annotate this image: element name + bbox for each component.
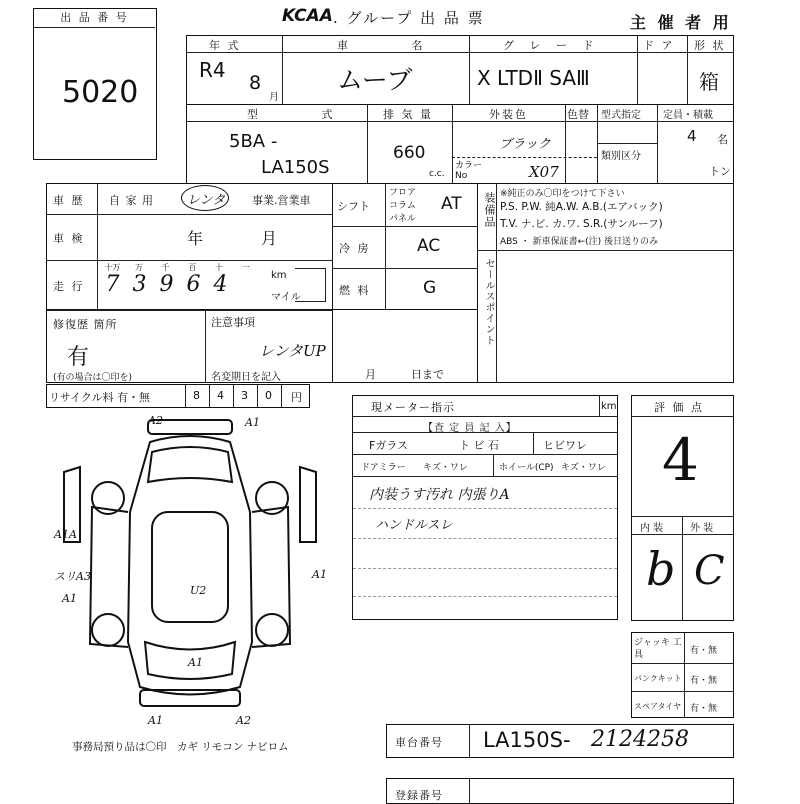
rental-circle [181,185,229,211]
shift-option: フロア [389,188,417,198]
inspection-year: 年 [187,229,204,248]
puncture-value: 有・無 [690,676,718,686]
name-change-month: 月 [365,368,378,381]
capacity-label: 定員・積載 [663,110,713,121]
interior-grade-label: 内 装 [640,523,664,534]
chassis-label: 車台番号 [395,736,443,749]
notes-label: 注意事項 [211,316,255,329]
repair-notes-table [46,309,478,383]
cc-unit: c.c. [429,169,445,179]
chassis-serial: 2124258 [591,727,689,752]
shift-value: AT [441,194,462,214]
doors-label: ド ア [643,39,675,52]
specs-table [332,183,478,310]
model-prefix: 5BA - [229,131,278,152]
damage-mark: U2 [190,584,207,597]
digit-label: 百 [188,263,197,272]
jack-value: 有・無 [690,646,718,656]
recycle-digit: 0 [265,389,274,402]
fuel-value: G [423,278,437,298]
wheel-label: ホイール(CP) [499,463,554,473]
glass-label: Fガラス [369,439,408,452]
color-no-label: カラー No [455,161,483,181]
model-value: LA150S [261,157,330,178]
shape-value: 箱 [699,70,719,94]
capacity-unit: 名 [717,133,728,146]
lot-number: 5020 [62,75,139,110]
interior-grade: b [646,542,676,596]
capacity-value: 4 [687,127,697,145]
recycle-digit: 4 [217,389,226,402]
mileage-digit: 3 [132,272,147,297]
history-private: 自 家 用 [109,194,154,207]
grade-score: 4 [662,426,699,494]
history-rental: レンタ [187,193,226,208]
equipment-table [477,183,734,383]
exterior-grade-label: 外 装 [690,523,714,534]
digit-label: 一 [241,263,250,272]
displacement-value: 660 [393,143,426,163]
sales-point-label: セールスポイント [483,258,494,346]
diagram-legend: 事務局預り品は〇印 カギ リモコン ナビロム [72,741,289,753]
registration-label: 登録番号 [395,789,443,802]
notes-text: レンタUP [259,342,326,360]
meter-label: 現メーター指示 [371,401,455,414]
damage-mark: A1 [62,592,77,605]
registration-row [386,778,734,804]
damage-mark: A1 [312,568,327,581]
repair-note: (有の場合は〇印を) [53,373,133,383]
year-label: 年 式 [209,39,241,52]
chassis-row [386,724,734,758]
lot-number-box [33,8,157,160]
equipment-side-label: 装備品 [483,192,496,228]
shape-label: 形 状 [694,39,726,52]
logo: KCAA [282,6,333,26]
grade-table [631,395,734,621]
spare-label: スペアタイヤ [634,702,682,711]
inspection-label: 車 検 [53,232,85,245]
recycle-label: リサイクル料 有・無 [49,391,150,404]
inspection-note2: ハンドルスレ [375,518,453,533]
history-label: 車 歴 [53,194,85,207]
equipment-line3: ABS ・ 新車保証書←(注) 後日送りのみ [500,237,659,247]
km-unit: km [271,270,287,281]
recycle-unit: 円 [291,391,302,404]
name-change-label: 名変期日を記入 [211,372,281,383]
damage-mark: A2 [148,414,163,427]
form-title: . グループ 出 品 票 [333,9,485,27]
fuel-label: 燃 料 [339,284,371,297]
name-label: 車 名 [337,39,453,52]
repair-value: 有 [67,345,90,370]
model-label: 型 式 [247,108,363,121]
jack-label: ジャッキ 工 具 [634,638,682,660]
digit-label: 十万 [104,263,121,272]
copy-label: 主 催 者 用 [630,13,732,32]
inspection-note1: 内装うす汚れ 内張りA [369,487,510,503]
mileage-label: 走 行 [53,280,85,293]
mileage-digit: 7 [105,272,120,297]
mileage-digit: 9 [159,272,174,297]
recycle-row [46,384,310,408]
equipment-line1: P.S. P.W. 純A.W. A.B.(エアバック) [500,201,663,213]
ac-value: AC [417,236,441,256]
shift-label: シフト [337,200,370,213]
displacement-label: 排 気 量 [383,108,433,121]
category-label: 類別区分 [601,151,641,162]
repair-label: 修復歴 箇所 [53,318,118,331]
grade-label-eval: 評 価 点 [654,401,704,414]
inspection-month: 月 [261,229,278,248]
year-value: R4 [199,58,226,82]
vehicle-name: ムーブ [337,66,413,96]
digit-label: 千 [161,263,170,272]
inspection-table [352,395,618,620]
chassis-number: LA150S- [483,728,571,752]
month-suffix: 月 [269,92,279,103]
exterior-grade: C [694,548,725,594]
name-change-day: 日まで [411,368,444,381]
shift-option: コラム [389,201,416,211]
spare-value: 有・無 [690,704,718,714]
damage-mark: A2 [236,714,251,727]
damage-mark: A1 [245,416,260,429]
exterior-color-label: 外装色 [489,108,528,121]
recycle-digit: 8 [193,389,202,402]
color-no-value: X07 [529,163,559,181]
grade-value: X LTDⅡ SAⅢ [477,66,590,90]
type-cert-label: 型式指定 [601,110,641,121]
ton-unit: トン [709,165,731,178]
damage-mark: A1 [148,714,163,727]
wheel-options: キズ・ワレ [561,463,606,473]
mirror-options: キズ・ワレ [423,463,468,473]
mile-unit: マイル [271,292,301,303]
shift-option: パネル [389,214,417,224]
inspector-label: 【査 定 員 記 入】 [423,423,517,434]
damage-mark: A1 [188,656,203,669]
mirror-label: ドアミラー [361,463,406,473]
tools-table [631,632,734,718]
lot-number-label: 出 品 番 号 [34,9,155,28]
puncture-label: パンクキット [634,674,682,683]
equipment-note: ※純正のみ〇印をつけて下さい [500,189,625,199]
damage-mark: スリA3 [54,570,91,583]
history-business: 事業.営業車 [252,194,311,207]
exterior-color-value: ブラック [499,137,551,152]
glass-crack: ヒビワレ [543,439,587,452]
ac-label: 冷 房 [339,242,371,255]
digit-label: 十 [215,263,224,272]
digit-label: 万 [135,263,143,272]
recycle-digit: 3 [241,389,250,402]
km-bracket [295,268,326,302]
model-table [186,104,734,184]
vehicle-header-table [186,35,734,105]
grade-label: グ レ ー ド [503,39,600,52]
mileage-digit: 4 [213,272,228,297]
meter-unit: km [601,401,617,412]
car-diagram [40,412,340,732]
damage-mark: A1A [54,528,77,541]
glass-options: ト ビ 石 [459,439,499,452]
month-value: 8 [249,72,262,94]
mileage-digits [99,272,263,302]
color-change-label: 色替 [567,108,589,121]
equipment-line2: T.V. ナ.ビ. カ.ワ. S.R.(サンルーフ) [500,218,663,230]
mileage-digit: 6 [186,272,201,297]
